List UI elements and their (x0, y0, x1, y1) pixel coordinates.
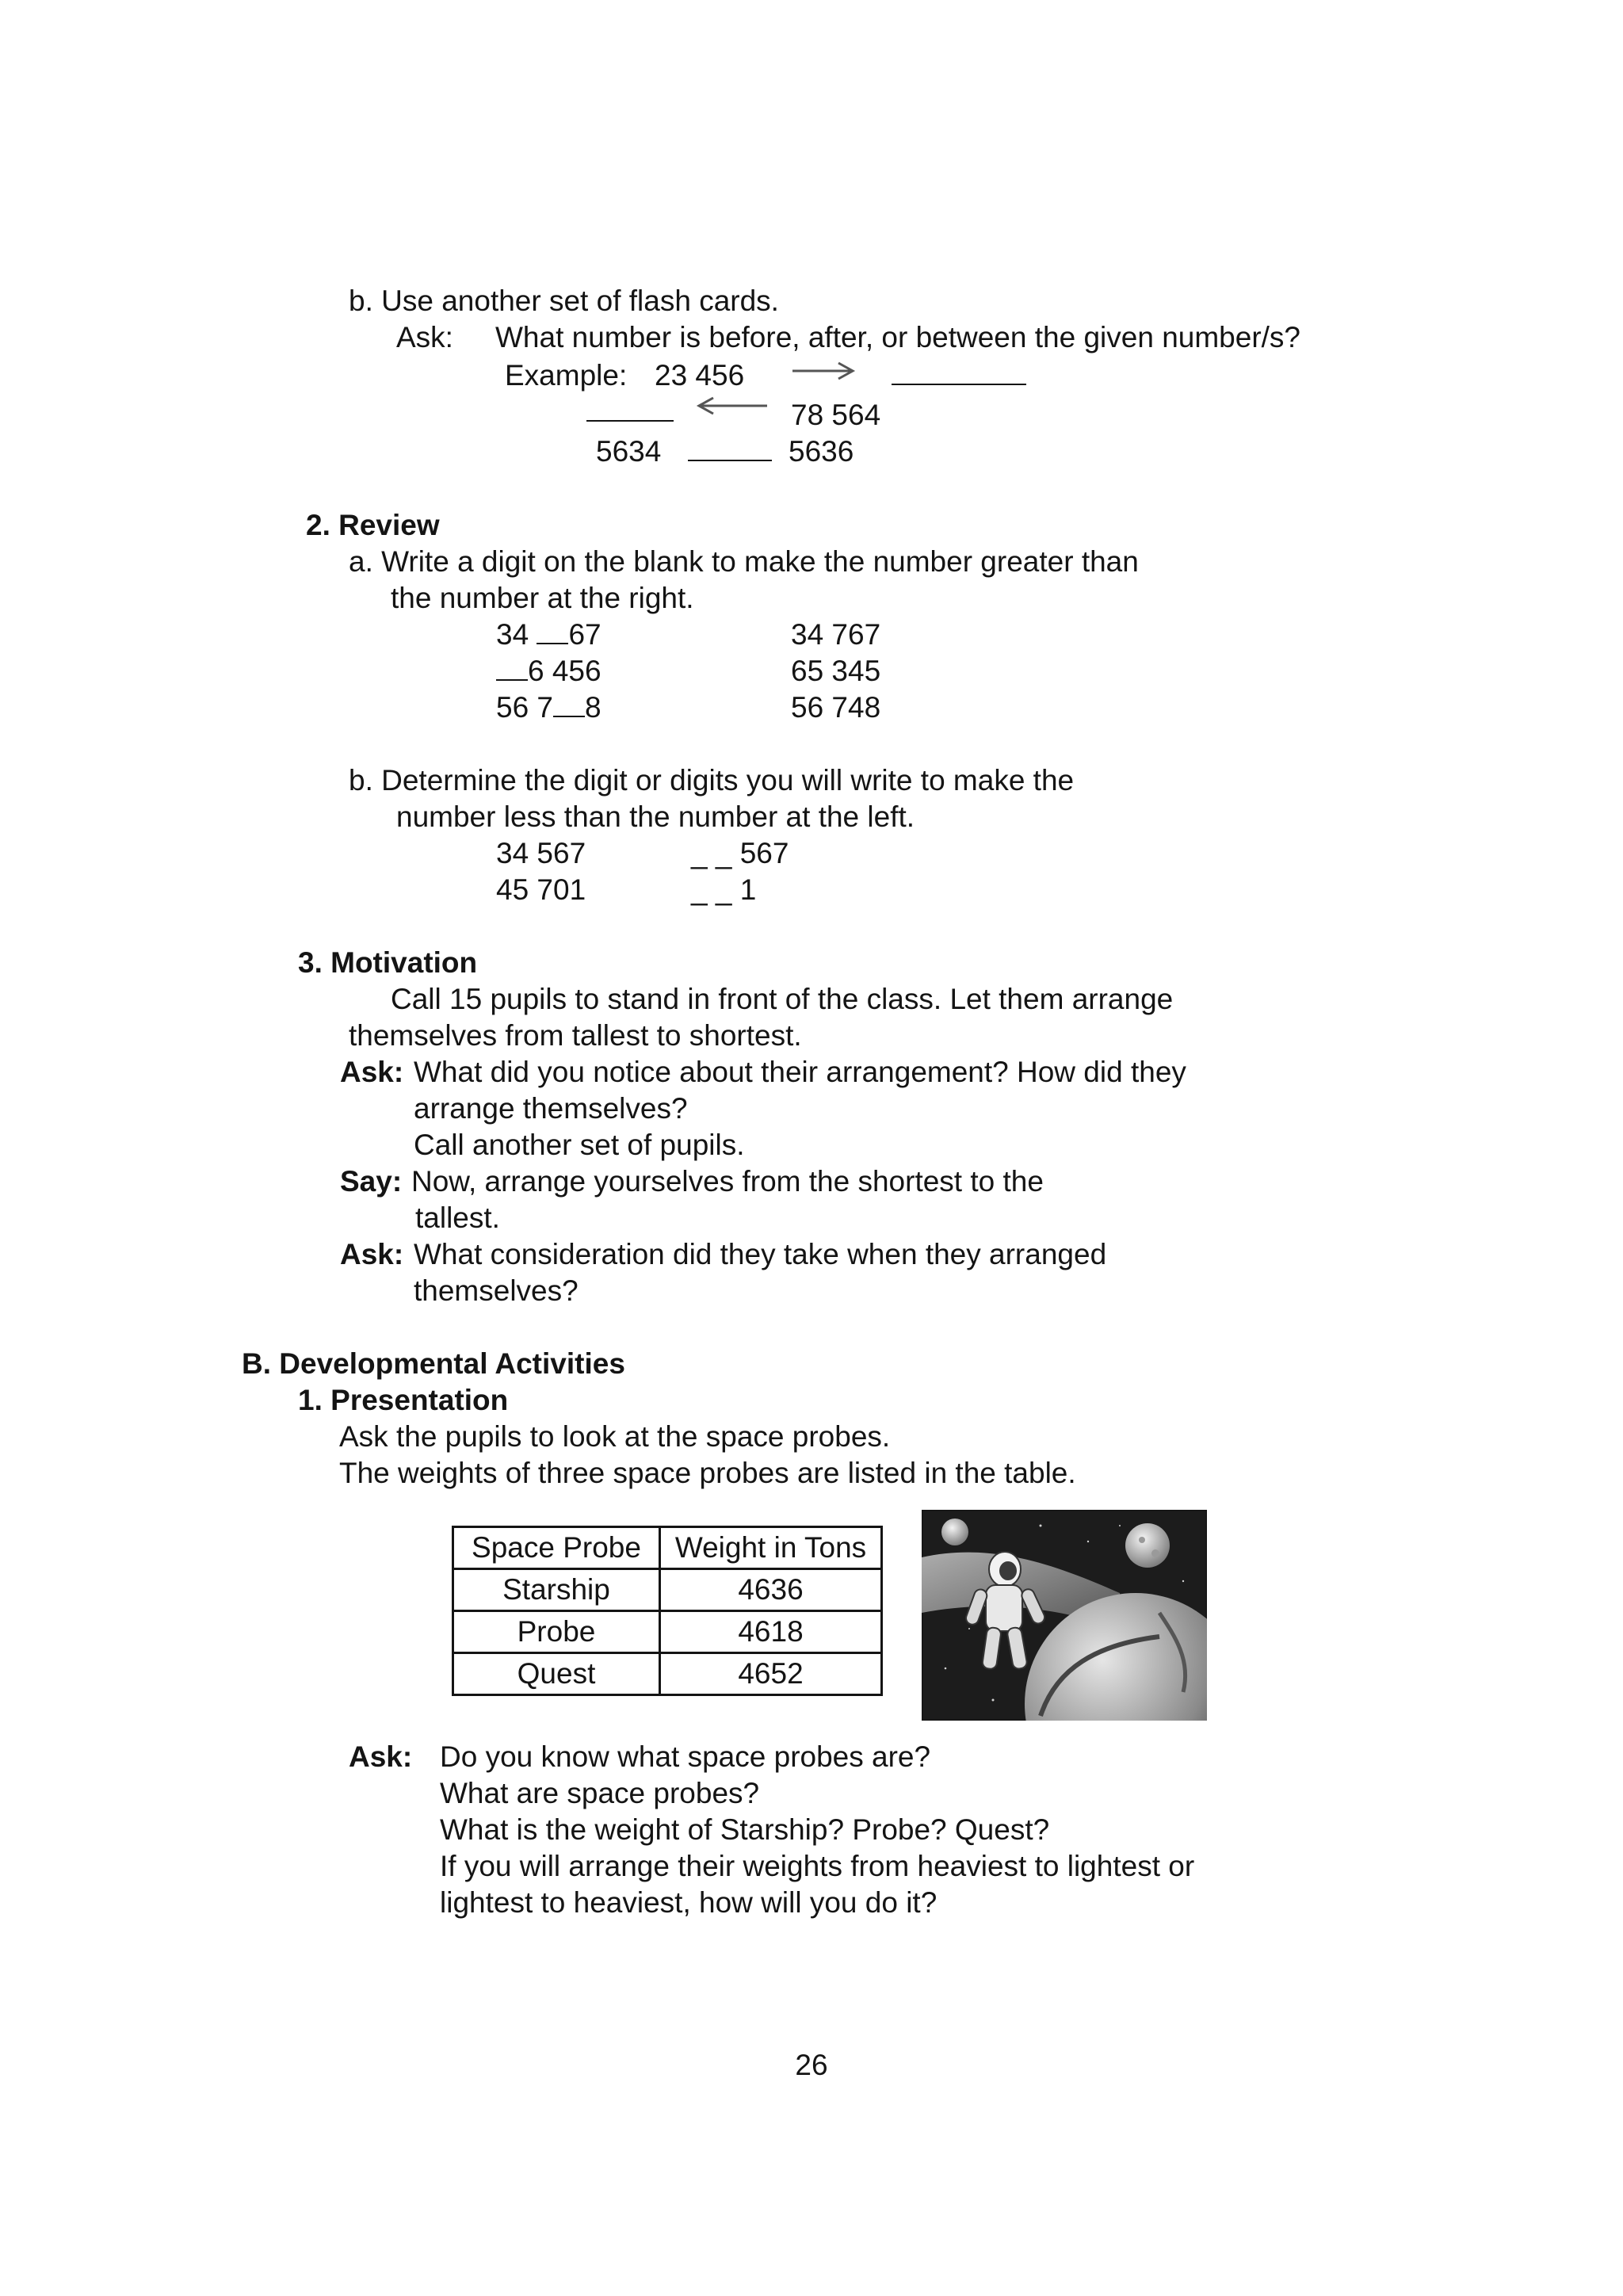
table-cell: 4636 (660, 1569, 882, 1611)
review-a-row3-left: 56 7 8 (496, 691, 601, 724)
example-label: Example: (505, 359, 628, 392)
space-probe-table (452, 1526, 883, 1696)
right-arrow-icon (791, 358, 856, 382)
review-b-row2-left: 45 701 (496, 873, 586, 906)
review-b-row2-right: _ _ 1 (691, 873, 757, 906)
ask-line: What did you notice about their arrangement? How did they (414, 1056, 1186, 1088)
after-answer-blank (892, 358, 1026, 393)
example-number: 23 456 (655, 359, 745, 392)
table-row (453, 1653, 882, 1695)
review-b-line2: number less than the number at the left. (396, 800, 915, 833)
motivation-line2: themselves from tallest to shortest. (349, 1019, 802, 1052)
ask-line: themselves? (414, 1274, 579, 1307)
page-number: 26 (795, 2049, 828, 2081)
review-b-row1-right: _ _ 567 (691, 837, 789, 869)
review-a-line2: the number at the right. (391, 582, 694, 614)
table-row (453, 1569, 882, 1611)
review-a-row2-left: 6 456 (496, 654, 601, 689)
review-a-row1-right: 34 767 (791, 618, 881, 651)
review-a-line1: a. Write a digit on the blank to make the number greater than (349, 545, 1139, 578)
ask-label: Ask: (396, 321, 453, 353)
ask-line: What is the weight of Starship? Probe? Quest? (440, 1813, 1050, 1846)
before-number: 78 564 (791, 399, 881, 431)
motivation-heading: 3. Motivation (298, 946, 478, 979)
review-b-row1-left: 34 567 (496, 837, 586, 869)
table-cell: Quest (453, 1653, 660, 1695)
table-cell: 4618 (660, 1611, 882, 1653)
left-arrow-icon (694, 395, 769, 418)
ask-label: Ask: (349, 1740, 413, 1773)
table-row (453, 1611, 882, 1653)
review-a-row2-right: 65 345 (791, 655, 881, 687)
between-answer-blank (688, 434, 772, 469)
presentation-heading: 1. Presentation (298, 1384, 509, 1416)
say-line: Now, arrange yourselves from the shortest to the (411, 1165, 1044, 1198)
ask-line: arrange themselves? (414, 1092, 688, 1125)
column-header: Space Probe (453, 1527, 660, 1569)
column-header: Weight in Tons (660, 1527, 882, 1569)
developmental-heading: B. Developmental Activities (242, 1347, 625, 1380)
table-cell: Probe (453, 1611, 660, 1653)
ask-label: Ask: (340, 1238, 404, 1270)
say-label: Say: (340, 1165, 403, 1198)
review-a-row3-right: 56 748 (791, 691, 881, 724)
ask-line: What are space probes? (440, 1777, 760, 1809)
before-answer-blank (586, 395, 674, 430)
between-left-number: 5634 (596, 435, 662, 468)
ask-line: Call another set of pupils. (414, 1129, 745, 1161)
review-b-line1: b. Determine the digit or digits you will write to make the (349, 764, 1075, 797)
between-right-number: 5636 (789, 435, 854, 468)
presentation-line1: Ask the pupils to look at the space probes. (339, 1420, 891, 1453)
review-a-row1-left: 34 67 (496, 618, 601, 651)
flash-cards-heading: b. Use another set of flash cards. (349, 285, 779, 317)
say-line: tallest. (415, 1201, 500, 1234)
ask-line: If you will arrange their weights from heaviest to lightest or (440, 1850, 1195, 1882)
ask-question: What number is before, after, or between the given number/s? (495, 321, 1301, 353)
table-header-row (453, 1527, 882, 1569)
ask-line: Do you know what space probes are? (440, 1740, 931, 1773)
table-cell: 4652 (660, 1653, 882, 1695)
ask-label: Ask: (340, 1056, 404, 1088)
astronaut-space-illustration (922, 1510, 1207, 1721)
ask-line: lightest to heaviest, how will you do it? (440, 1886, 938, 1919)
table-cell: Starship (453, 1569, 660, 1611)
motivation-line1: Call 15 pupils to stand in front of the class. Let them arrange (391, 983, 1174, 1015)
ask-line: What consideration did they take when they arranged (414, 1238, 1107, 1270)
presentation-line2: The weights of three space probes are listed in the table. (339, 1457, 1076, 1489)
review-heading: 2. Review (306, 509, 440, 541)
